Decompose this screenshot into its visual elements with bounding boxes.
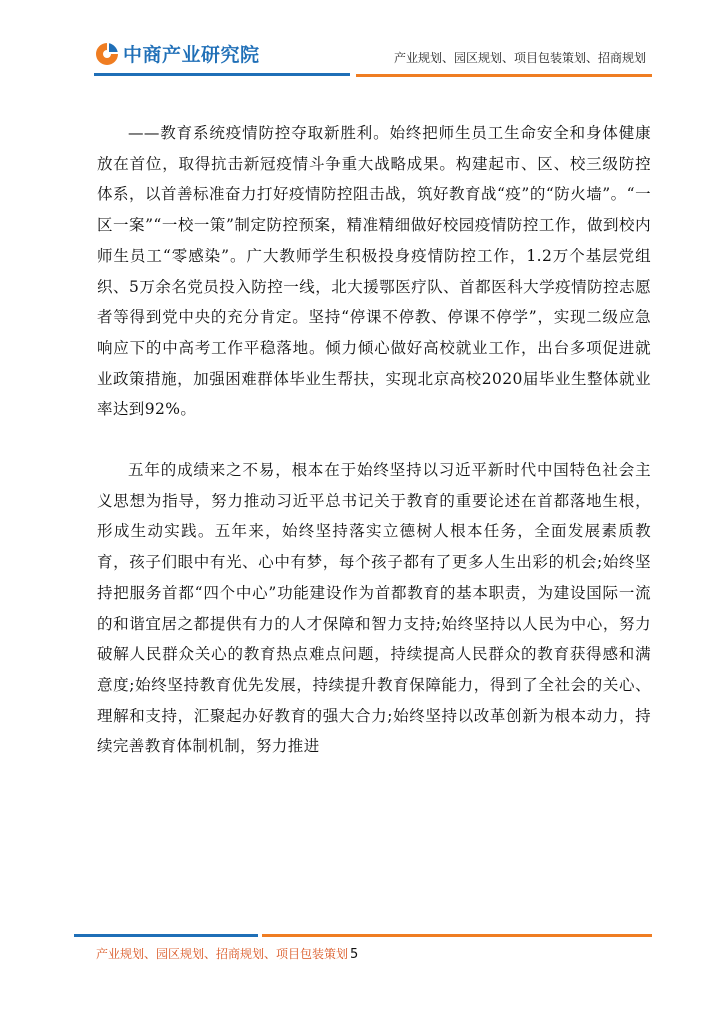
header-rule-blue	[94, 73, 350, 76]
logo-mark-icon	[94, 41, 120, 67]
footer-rule-orange	[262, 934, 652, 937]
page-number: 5	[350, 947, 359, 962]
page-footer	[96, 945, 358, 962]
logo	[94, 40, 260, 67]
footer-text: 产业规划、园区规划、招商规划、项目包装策划	[96, 947, 349, 961]
logo-text: 中商产业研究院	[123, 44, 260, 66]
paragraph: ——教育系统疫情防控夺取新胜利。始终把师生员工生命安全和身体健康放在首位，取得抗击新冠疫情斗争重大战略成果。构建起市、区、校三级防控体系，以首善标准奋力打好疫情防控阻击战，筑好教育战“疫”的“防火墙”。“一区一案”“一校一策”制定防控预案，精准精细做好校园疫情防控工作，做到校内师生员工“零感染”。广大教师学生积极投身疫情防控工作，1.2万个基层党组织、5万余名党员投入防控一线，北大援鄂医疗队、首都医科大学疫情防控志愿者等得到党中央的充分肯定。坚持“停课不停教、停课不停学”，实现二级应急响应下的中高考工作平稳落地。倾力倾心做好高校就业工作，出台多项促进就业政策措施，加强困难群体毕业生帮扶，实现北京高校2020届毕业生整体就业率达到92%。	[97, 124, 651, 419]
header-rule-orange	[356, 74, 652, 77]
page-header	[0, 0, 724, 90]
paragraph: 五年的成绩来之不易，根本在于始终坚持以习近平新时代中国特色社会主义思想为指导，努力推动习近平总书记关于教育的重要论述在首都落地生根，形成生动实践。五年来，始终坚持落实立德树人根本任务，全面发展素质教育，孩子们眼中有光、心中有梦，每个孩子都有了更多人生出彩的机会;始终坚持把服务首都“四个中心”功能建设作为首都教育的基本职责，为建设国际一流的和谐宜居之都提供有力的人才保障和智力支持;始终坚持以人民为中心，努力破解人民群众关心的教育热点难点问题，持续提高人民群众的教育获得感和满意度;始终坚持教育优先发展，持续提升教育保障能力，得到了全社会的关心、理解和支持，汇聚起办好教育的强大合力;始终坚持以改革创新为根本动力，持续完善教育体制机制，努力推进	[97, 461, 651, 756]
footer-rule-blue	[74, 934, 258, 937]
document-body	[97, 118, 651, 762]
header-tagline: 产业规划、园区规划、项目包装策划、招商规划	[393, 51, 646, 65]
